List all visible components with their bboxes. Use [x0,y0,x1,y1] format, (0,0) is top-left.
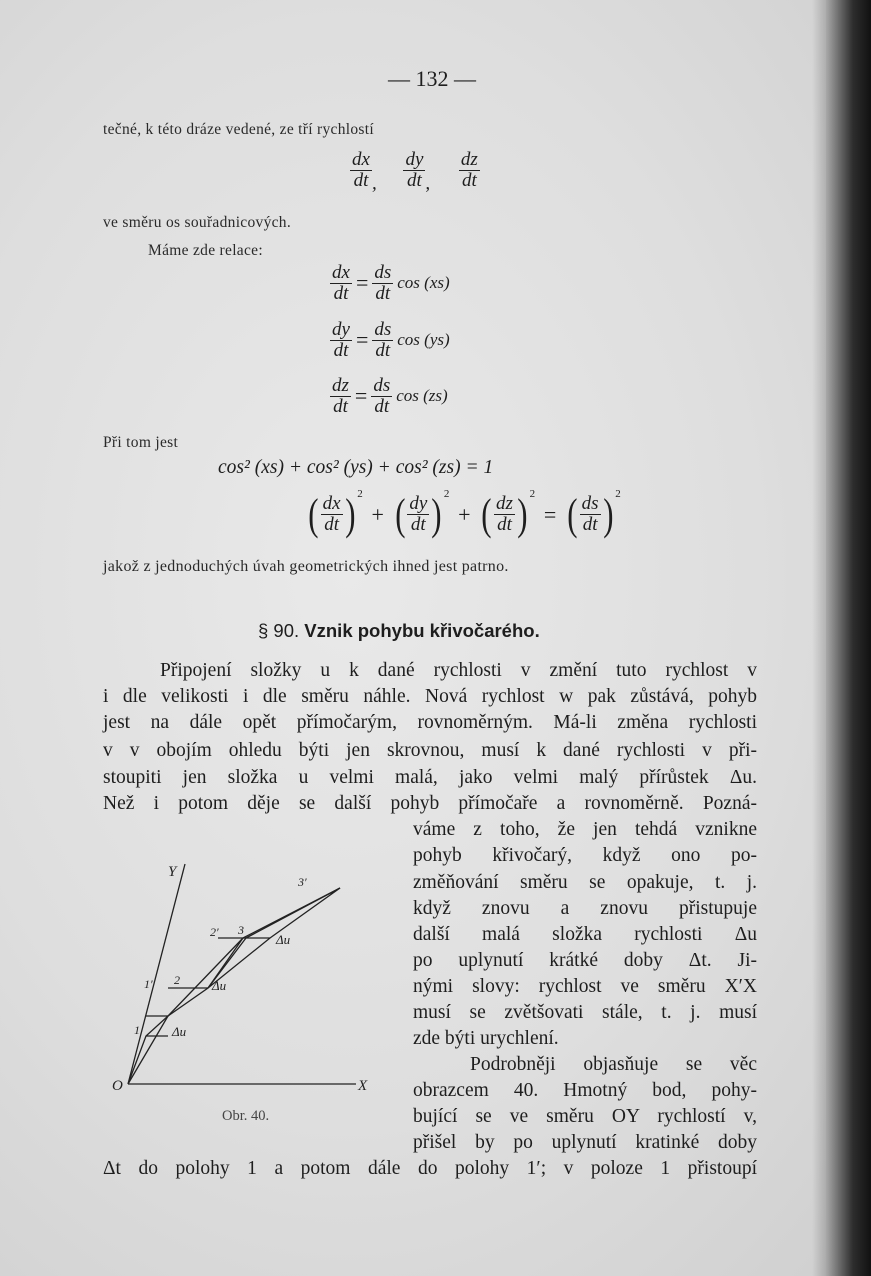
fraction-dy-dt: $\frac{dy}{dt}$ [405,149,424,191]
label-y-axis: Y [168,864,177,880]
paragraph2-line2: obrazcem 40. Hmotný bod, pohy- [413,1080,757,1101]
fraction-dx-dt: $\frac{dx}{dt}$ [352,149,370,191]
right-column-line: pohyb křivočarý, když ono po- [413,845,757,866]
label-delta-u-3: Δu [276,932,291,947]
text-line-intro: tečné, k této dráze vedené, ze tří rychlostí [103,121,374,138]
relation-z: $\frac{dz}{dt}$ = $\frac{ds}{dt}$ cos (zs) [332,375,448,417]
label-point-2: 2 [174,973,180,987]
right-column-line: po uplynutí krátké doby Δt. Ji- [413,950,757,971]
relation-y: $\frac{dy}{dt}$ = $\frac{ds}{dt}$ cos (ys) [332,319,450,361]
right-column-line: další malá složka rychlosti Δu [413,924,757,945]
fraction-dz-dt: $\frac{dz}{dt}$ [460,149,478,191]
right-column-line: když znovu a znovu přistupuje [413,898,757,919]
section-heading [258,620,540,642]
text-line-relations: Máme zde relace: [148,242,263,259]
paragraph1-line4: v v obojím ohledu býti jen skrovnou, musí k dané rychlosti v při- [103,740,757,761]
squared-sum-equation: ( $\frac{dx}{dt}$ ) $^2$ + ( $\frac{dy}{dt}$ ) $^2$ + ( $\frac{dz}{dt}$ ) $^2$ = ( $\frac{ds}{dt}$ ) $^2$ [308,488,621,539]
paragraph1-line3: jest na dále opět přímočarým, rovnoměrným. Má-li změna rychlosti [103,712,757,733]
page-gutter-shadow [812,0,826,1276]
label-x-axis: X [358,1078,368,1094]
cosine-identity: cos² (xs) + cos² (ys) + cos² (zs) = 1 [218,457,494,478]
paragraph1-line1: Připojení složky u k dané rychlosti v změní tuto rychlost v [160,660,757,681]
book-edge [826,0,871,1276]
label-point-1-prime: 1′ [144,977,153,991]
page-number: — 132 — [388,66,476,91]
label-point-3: 3 [238,923,244,937]
figure-40-diagram [108,858,378,1108]
right-column-line: zde býti urychlení. [413,1028,559,1049]
paragraph2-line3: bující se ve směru OY rychlostí v, [413,1106,757,1127]
trajectory-path [168,888,340,1016]
label-point-1: 1 [134,1023,140,1037]
right-column-line: váme z toho, že jen tehdá vznikne [413,819,757,840]
right-column-line: nými slovy: rychlost ve směru X′X [413,976,757,997]
label-point-2-prime: 2′ [210,925,219,939]
paragraph1-line2: i dle velikosti i dle směru náhle. Nová rychlost w pak zůstává, pohyb [103,686,757,707]
right-column-line: musí se zvětšovati stále, t. j. musí [413,1002,757,1023]
right-column-line: změňování směru se opakuje, t. j. [413,872,757,893]
paragraph2-line4: přišel by po uplynutí kratinké doby [413,1132,757,1153]
section-title: Vznik pohybu křivočarého. [304,620,540,641]
section-number: § 90. [258,620,300,641]
figure-caption: Obr. 40. [222,1108,270,1124]
paragraph1-line6: Než i potom děje se další pohyb přímočaře a rovnoměrně. Pozná- [103,793,757,814]
paragraph2-last-line: Δt do polohy 1 a potom dále do polohy 1′; v poloze 1 přistoupí [103,1158,757,1179]
velocity-components: $\frac{dx}{dt}$ , $\frac{dy}{dt}$ , $\frac{dz}{dt}$ [352,149,478,194]
text-line-axes: ve směru os souřadnicových. [103,214,292,231]
paragraph1-line5: stoupiti jen složka u velmi malá, jako velmi malý přírůstek Δu. [103,767,757,788]
label-delta-u-2: Δu [212,978,227,993]
paragraph2-line1: Podrobněji objasňuje se věc [470,1054,757,1075]
label-origin: O [112,1078,123,1094]
relation-x: $\frac{dx}{dt}$ = $\frac{ds}{dt}$ cos (xs) [332,262,450,304]
text-line-then: Při tom jest [103,434,179,451]
text-line-obvious: jakož z jednoduchých úvah geometrických ihned jest patrno. [103,558,509,575]
label-delta-u-1: Δu [172,1024,187,1039]
label-point-3-prime: 3′ [298,875,307,889]
construction-line-b [243,888,340,938]
